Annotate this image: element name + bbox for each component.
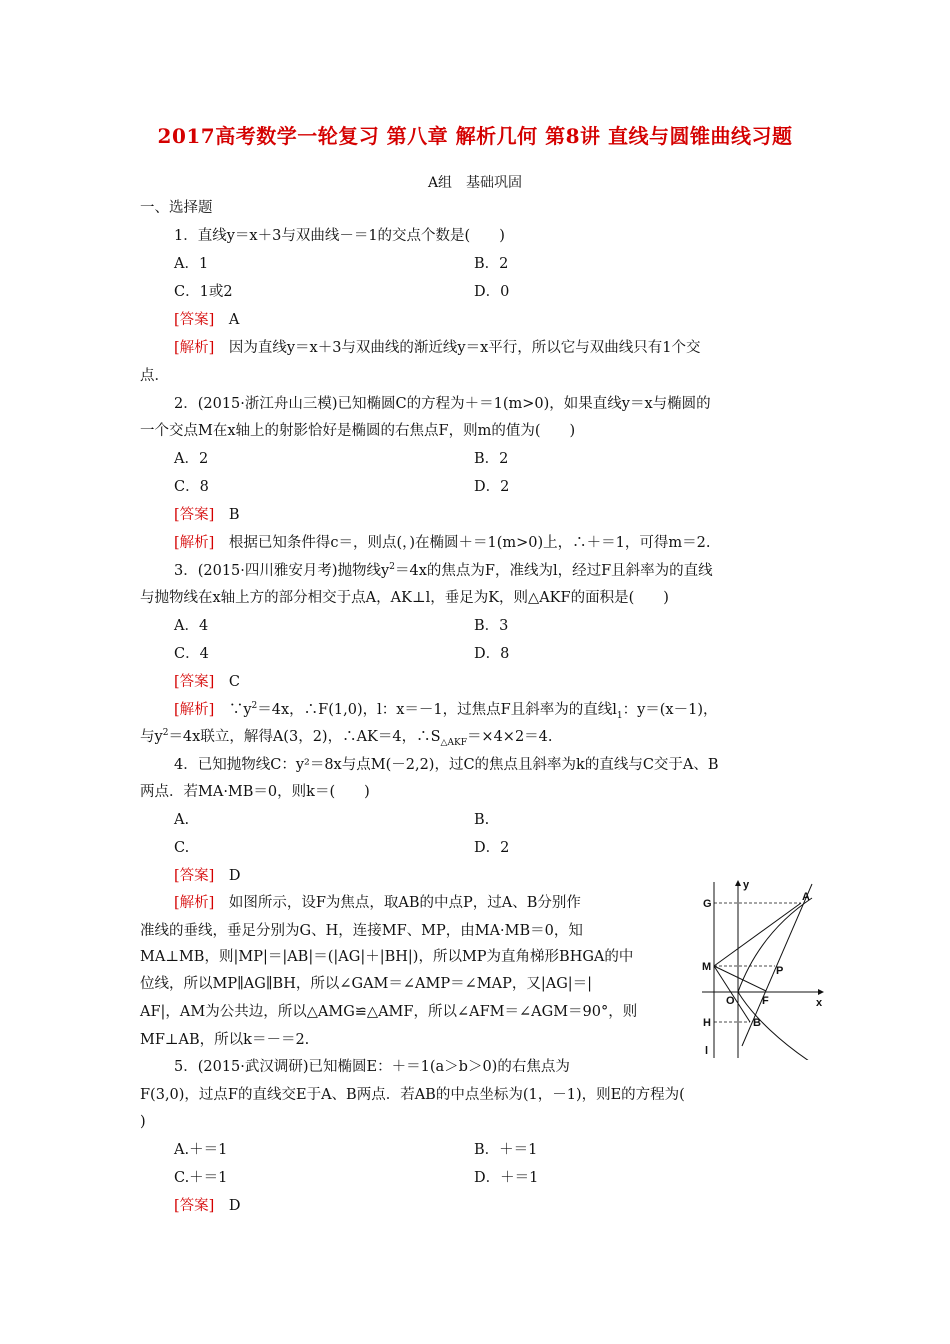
q5-option-b: B．＋＝1 [474, 1142, 538, 1158]
q1-option-d: D．0 [474, 284, 510, 300]
q2-stem: 2．(2015·浙江舟山三模)已知椭圆C的方程为＋＝1(m>0)，如果直线y＝x与椭圆的 [174, 396, 711, 412]
q3-option-a: A．4 [174, 618, 209, 634]
q1-stem: 1．直线y＝x＋3与双曲线－＝1的交点个数是( ) [174, 228, 505, 244]
answer-tag: [答案] [174, 674, 215, 690]
q3-analysis-cont [140, 727, 553, 747]
q4-analysis-cont: 位线，所以MP∥AG∥BH，所以∠GAM＝∠AMP＝∠MAP，又|AG|＝| [140, 976, 593, 992]
label-y: y [743, 879, 750, 891]
analysis-tag: [解析] [174, 702, 215, 718]
superscript: 2 [251, 701, 258, 712]
q5-option-a: A.＋＝1 [174, 1142, 228, 1158]
q1-option-b: B．2 [474, 256, 509, 272]
label-b: B [753, 1017, 761, 1029]
label-m: M [702, 961, 712, 973]
label-o: O [726, 995, 735, 1007]
q3-answer [174, 672, 240, 692]
label-p: P [776, 965, 784, 977]
q3-answer-value: C [228, 674, 240, 690]
q4-stem-cont: 两点．若MA·MB＝0，则k＝( ) [140, 784, 370, 800]
q5-answer-value: D [228, 1198, 241, 1214]
q2-option-d: D．2 [474, 479, 510, 495]
label-h: H [703, 1017, 711, 1029]
y-axis-arrow [735, 880, 741, 886]
q4-analysis-cont: AF|，AM为公共边，所以△AMG≌△AMF，所以∠AFM＝∠AGM＝90°，则 [140, 1004, 638, 1020]
answer-tag: [答案] [174, 507, 215, 523]
q5-stem-cont: F(3,0)，过点F的直线交E于A、B两点．若AB的中点坐标为(1，－1)，则E的方程为( [140, 1087, 685, 1103]
section-heading: 一、选择题 [140, 200, 213, 216]
q1-option-c: C．1或2 [174, 284, 233, 300]
parabola-figure-svg [702, 878, 824, 1060]
q5-answer [174, 1196, 240, 1216]
q2-answer [174, 505, 239, 525]
q3-analysis [174, 700, 718, 720]
q2-answer-value: B [228, 507, 240, 523]
x-axis-arrow [818, 989, 824, 995]
q3-stem-cont: 与抛物线在x轴上方的部分相交于点A，AK⊥l，垂足为K，则△AKF的面积是( ) [140, 590, 669, 606]
q4-answer-value: D [228, 868, 241, 884]
q1-analysis-text: 因为直线y＝x＋3与双曲线的渐近线y＝x平行，所以它与双曲线只有1个交 [228, 340, 701, 356]
q2-option-b: B．2 [474, 451, 509, 467]
superscript: 2 [389, 562, 395, 573]
q4-analysis-cont: MF⊥AB，所以k＝－＝2. [140, 1032, 310, 1048]
q4-stem: 4．已知抛物线C：y²＝8x与点M(－2,2)，过C的焦点且斜率为k的直线与C交于A、B [174, 757, 719, 773]
q5-option-d: D．＋＝1 [474, 1170, 539, 1186]
parabola-figure [702, 878, 824, 1060]
q3-stem-part: ＝4x的焦点为F，准线为l，经过F且斜率为的直线 [394, 563, 713, 579]
answer-tag: [答案] [174, 1198, 215, 1214]
label-x: x [816, 997, 823, 1009]
subscript: 1 [616, 710, 623, 721]
q3-stem [174, 561, 713, 581]
analysis-tag: [解析] [174, 535, 215, 551]
q3-analysis-part: 与y [140, 729, 163, 745]
q3-stem-part: 3．(2015·四川雅安月考)抛物线y [174, 563, 390, 579]
q3-analysis-part: ＝4x，∴F(1,0)，l：x＝－1，过焦点F且斜率为的直线l [257, 702, 617, 718]
q3-analysis-part: ＝4x联立，解得A(3，2)，∴AK＝4，∴S [168, 729, 441, 745]
q3-option-d: D．8 [474, 646, 510, 662]
label-l: l [705, 1045, 709, 1057]
answer-tag: [答案] [174, 868, 215, 884]
q3-analysis-part: ：y＝(x－1)， [622, 702, 718, 718]
q5-stem-cont: ) [140, 1114, 146, 1130]
analysis-tag: [解析] [174, 340, 215, 356]
group-subtitle: A组 基础巩固 [427, 175, 523, 191]
q4-analysis-cont: 准线的垂线，垂足分别为G、H，连接MF、MP，由MA·MB＝0，知 [140, 923, 583, 939]
q4-option-d: D．2 [474, 840, 510, 856]
q4-option-b: B. [474, 812, 490, 828]
q3-option-c: C．4 [174, 646, 209, 662]
q3-option-b: B．3 [474, 618, 509, 634]
q3-analysis-part: ＝×4×2＝4. [466, 729, 553, 745]
analysis-tag: [解析] [174, 895, 215, 911]
answer-tag: [答案] [174, 312, 215, 328]
q4-analysis-text: 如图所示，设F为焦点，取AB的中点P，过A、B分别作 [228, 895, 581, 911]
q4-analysis [174, 893, 581, 913]
q1-answer-value: A [228, 312, 240, 328]
label-g: G [703, 898, 712, 910]
q2-option-a: A．2 [174, 451, 209, 467]
q1-option-a: A．1 [174, 256, 209, 272]
q5-stem: 5．(2015·武汉调研)已知椭圆E：＋＝1(a＞b＞0)的右焦点为 [174, 1059, 570, 1075]
segment-ma [714, 903, 801, 966]
label-f: F [762, 995, 769, 1007]
q2-analysis [174, 533, 710, 553]
page-title: 2017高考数学一轮复习 第八章 解析几何 第8讲 直线与圆锥曲线习题 [157, 124, 793, 148]
q1-analysis [174, 338, 701, 358]
superscript: 2 [162, 728, 169, 739]
q3-analysis-part: ∵y [228, 702, 252, 718]
label-a: A [802, 891, 810, 903]
q2-stem-cont: 一个交点M在x轴上的射影恰好是椭圆的右焦点F，则m的值为( ) [140, 423, 576, 439]
q4-option-c: C. [174, 840, 190, 856]
q4-option-a: A. [174, 812, 190, 828]
q1-answer [174, 310, 239, 330]
q1-analysis-cont: 点． [140, 368, 169, 384]
subscript: △AKF [440, 737, 467, 748]
q4-answer [174, 866, 240, 886]
q2-option-c: C．8 [174, 479, 209, 495]
q2-analysis-text: 根据已知条件得c＝，则点(，)在椭圆＋＝1(m>0)上，∴＋＝1，可得m＝2. [228, 535, 711, 551]
q5-option-c: C.＋＝1 [174, 1170, 228, 1186]
q4-analysis-cont: MA⊥MB，则|MP|＝|AB|＝(|AG|＋|BH|)，所以MP为直角梯形BHGA的中 [140, 949, 634, 965]
